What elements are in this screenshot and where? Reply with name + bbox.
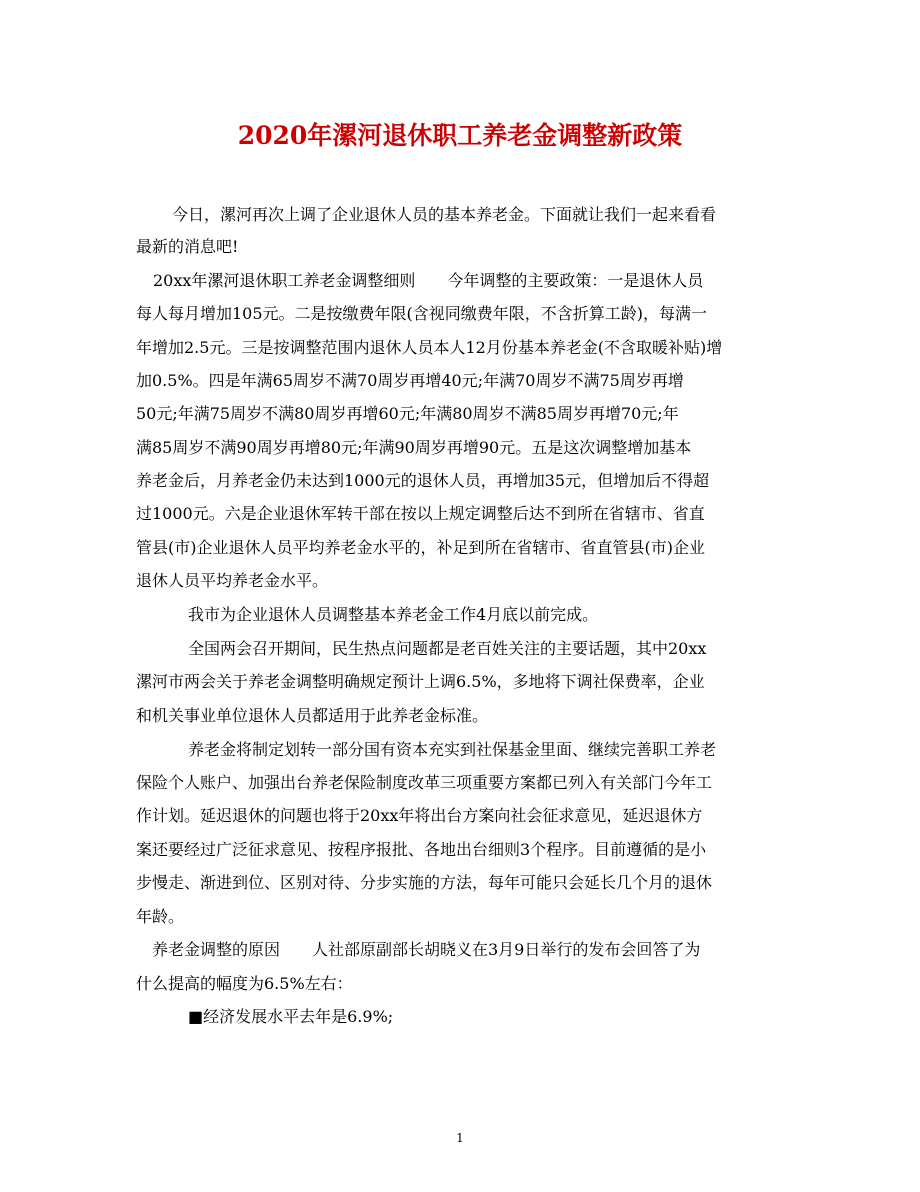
body-line-23: 养老金调整的原因 人社部原副部长胡晓义在3月9日举行的发布会回答了为 — [152, 940, 701, 959]
body-line-25: ■经济发展水平去年是6.9%; — [188, 1007, 394, 1026]
body-line-2: 最新的消息吧! — [136, 237, 239, 256]
body-line-11: 管县(市)企业退休人员平均养老金水平的，补足到所在省辖市、省直管县(市)企业 — [136, 538, 705, 557]
body-line-6: 加0.5%。四是年满65周岁不满70周岁再增40元;年满70周岁不满75周岁再增 — [136, 371, 684, 390]
body-line-15: 漯河市两会关于养老金调整明确规定预计上调6.5%，多地将下调社保费率，企业 — [136, 672, 705, 691]
body-line-4: 每人每月增加105元。二是按缴费年限(含视同缴费年限，不含折算工龄)，每满一 — [136, 304, 708, 323]
body-line-10: 过1000元。六是企业退休军转干部在按以上规定调整后达不到所在省辖市、省直 — [136, 504, 705, 523]
body-line-12: 退休人员平均养老金水平。 — [136, 571, 329, 590]
body-line-7: 50元;年满75周岁不满80周岁再增60元;年满80周岁不满85周岁再增70元;年 — [136, 404, 679, 423]
body-line-1: 今日，漯河再次上调了企业退休人员的基本养老金。下面就让我们一起来看看 — [172, 205, 717, 224]
body-line-19: 作计划。延迟退休的问题也将于20xx年将出台方案向社会征求意见，延迟退休方 — [136, 806, 703, 825]
body-line-17: 养老金将制定划转一部分国有资本充实到社保基金里面、继续完善职工养老 — [188, 740, 717, 759]
body-line-16: 和机关事业单位退休人员都适用于此养老金标准。 — [136, 706, 489, 725]
body-line-18: 保险个人账户、加强出台养老保险制度改革三项重要方案都已列入有关部门今年工 — [136, 773, 713, 792]
body-line-21: 步慢走、渐进到位、区别对待、分步实施的方法，每年可能只会延长几个月的退休 — [136, 873, 713, 892]
body-line-13: 我市为企业退休人员调整基本养老金工作4月底以前完成。 — [188, 605, 599, 624]
body-line-20: 案还要经过广泛征求意见、按程序报批、各地出台细则3个程序。目前遵循的是小 — [136, 840, 707, 859]
body-line-14: 全国两会召开期间，民生热点问题都是老百姓关注的主要话题，其中20xx — [188, 639, 707, 658]
document-title: 2020年漯河退休职工养老金调整新政策 — [237, 121, 683, 150]
body-line-22: 年龄。 — [136, 907, 185, 926]
body-line-5: 年增加2.5元。三是按调整范围内退休人员本人12月份基本养老金(不含取暖补贴)增 — [136, 338, 723, 357]
body-line-9: 养老金后，月养老金仍未达到1000元的退休人员，再增加35元，但增加后不得超 — [136, 471, 710, 490]
body-line-8: 满85周岁不满90周岁再增80元;年满90周岁再增90元。五是这次调整增加基本 — [136, 438, 692, 457]
page-number: 1 — [456, 1131, 464, 1145]
body-line-24: 什么提高的幅度为6.5%左右： — [136, 974, 353, 993]
body-line-3: 20xx年漯河退休职工养老金调整细则 今年调整的主要政策：一是退休人员 — [153, 271, 704, 290]
